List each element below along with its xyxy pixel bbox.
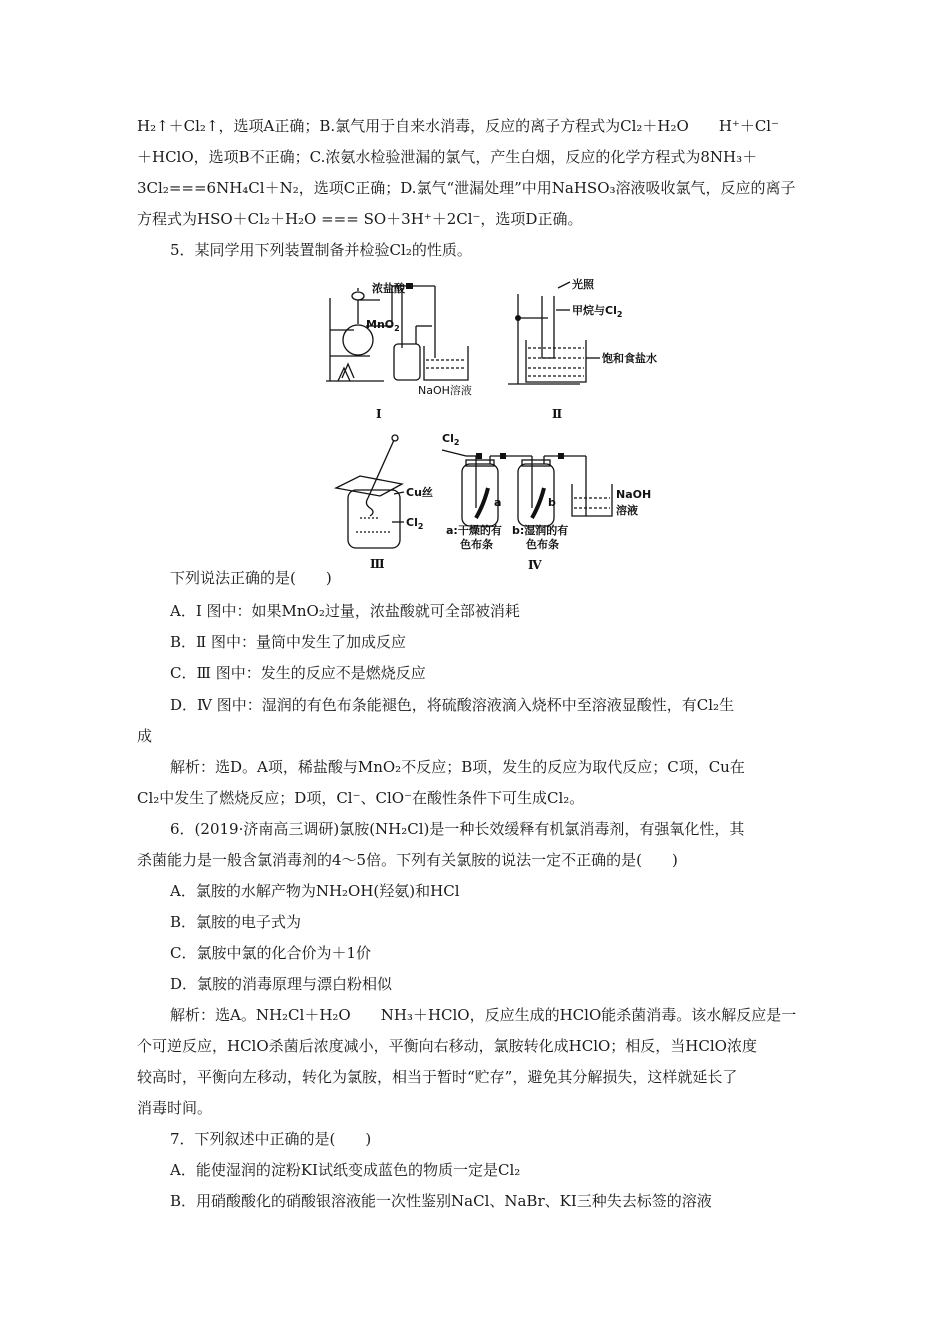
text-line: C．氯胺中氯的化合价为＋1价 <box>170 944 372 962</box>
text-line: 个可逆反应，HClO杀菌后浓度减小，平衡向右移动，氯胺转化成HClO；相反，当HClO浓度 <box>137 1037 757 1055</box>
clamp-icon <box>406 283 413 289</box>
text-line: 消毒时间。 <box>137 1099 213 1117</box>
text-line: 杀菌能力是一般含氯消毒剂的4～5倍。下列有关氯胺的说法一定不正确的是( ) <box>137 851 678 869</box>
gas-label-II: 甲烷与$Cl_2$ <box>572 304 623 319</box>
text-line: D．氯胺的消毒原理与漂白粉相似 <box>170 975 393 993</box>
wire-label: Cu丝 <box>406 486 433 499</box>
strip-b-label-line2: 色布条 <box>526 538 559 551</box>
strip-b-label-line1: b:湿润的有 <box>512 524 569 537</box>
figure-label-II: Ⅱ <box>552 407 563 421</box>
text-line: 方程式为HSO＋Cl₂＋H₂O === SO＋3H⁺＋2Cl⁻，选项D正确。 <box>137 210 583 228</box>
text-line: 较高时，平衡向左移动，转化为氯胺，相当于暂时“贮存”，避免其分解损失，这样就延长了 <box>137 1068 738 1086</box>
apparatus-figure-II <box>500 278 680 428</box>
text-line: 解析：选D。A项，稀盐酸与MnO₂不反应；B项，发生的反应为取代反应；C项，Cu在 <box>170 758 745 776</box>
strip-a-label-line2: 色布条 <box>460 538 493 551</box>
apparatus-figure-IV <box>440 428 660 573</box>
text-line: 7．下列叙述中正确的是( ) <box>170 1130 372 1148</box>
text-line: H₂↑＋Cl₂↑，选项A正确；B.氯气用于自来水消毒，反应的离子方程式为Cl₂＋H₂O H⁺＋Cl⁻ <box>137 117 780 135</box>
text-line: Cl₂中发生了燃烧反应；D项，Cl⁻、ClO⁻在酸性条件下可生成Cl₂。 <box>137 789 585 807</box>
oxide-label: MnO$_2$ <box>366 318 400 333</box>
text-line: D．Ⅳ 图中：湿润的有色布条能褪色，将硫酸溶液滴入烧杯中至溶液显酸性，有Cl₂生 <box>170 696 735 714</box>
text-line: 3Cl₂===6NH₄Cl＋N₂，选项C正确；D.氯气“泄漏处理”中用NaHSO₃溶液吸收氯气，反应的离子 <box>137 179 796 197</box>
inlet-label: $Cl_2$ <box>442 432 460 447</box>
gas-label-III: $Cl_2$ <box>406 516 424 531</box>
naoh-label-I: NaOH溶液 <box>418 384 472 397</box>
text-line: B．用硝酸酸化的硝酸银溶液能一次性鉴别NaCl、NaBr、KI三种失去标签的溶液 <box>170 1192 712 1210</box>
naoh-label-IV-line2: 溶液 <box>616 504 638 517</box>
figure-label-III: Ⅲ <box>370 557 385 571</box>
text-line: A．Ⅰ 图中：如果MnO₂过量，浓盐酸就可全部被消耗 <box>170 602 520 620</box>
figure-label-IV: Ⅳ <box>528 558 542 572</box>
text-line: 下列说法正确的是( ) <box>170 569 332 587</box>
text-line: 成 <box>137 727 153 745</box>
text-line: B．氯胺的电子式为 <box>170 913 302 931</box>
naoh-label-IV-line1: NaOH <box>616 488 652 501</box>
text-line: 解析：选A。NH₂Cl＋H₂O NH₃＋HClO，反应生成的HClO能杀菌消毒。该水解反应是一 <box>170 1006 797 1024</box>
strip-a-marker: a <box>494 496 502 509</box>
water-label: 饱和食盐水 <box>602 352 657 365</box>
apparatus-figure-I <box>320 278 490 428</box>
strip-b-marker: b <box>548 496 556 509</box>
text-line: A．能使湿润的淀粉KI试纸变成蓝色的物质一定是Cl₂ <box>170 1161 521 1179</box>
light-label: 光照 <box>572 278 594 291</box>
text-line: 5．某同学用下列装置制备并检验Cl₂的性质。 <box>170 241 472 259</box>
text-line: 6．(2019·济南高三调研)氯胺(NH₂Cl)是一种长效缓释有机氯消毒剂，有强氧化性，其 <box>170 820 745 838</box>
apparatus-figure-III <box>330 428 433 573</box>
text-line: ＋HClO，选项B不正确；C.浓氨水检验泄漏的氯气，产生白烟，反应的化学方程式为8NH₃＋ <box>137 148 758 166</box>
figure-label-I: Ⅰ <box>376 407 382 421</box>
text-line: A．氯胺的水解产物为NH₂OH(羟氨)和HCl <box>170 882 460 900</box>
text-line: B．Ⅱ 图中：量筒中发生了加成反应 <box>170 633 406 651</box>
strip-a-label-line1: a:干燥的有 <box>446 524 502 537</box>
acid-label: 浓盐酸 <box>372 282 405 295</box>
text-line: C．Ⅲ 图中：发生的反应不是燃烧反应 <box>170 664 426 682</box>
